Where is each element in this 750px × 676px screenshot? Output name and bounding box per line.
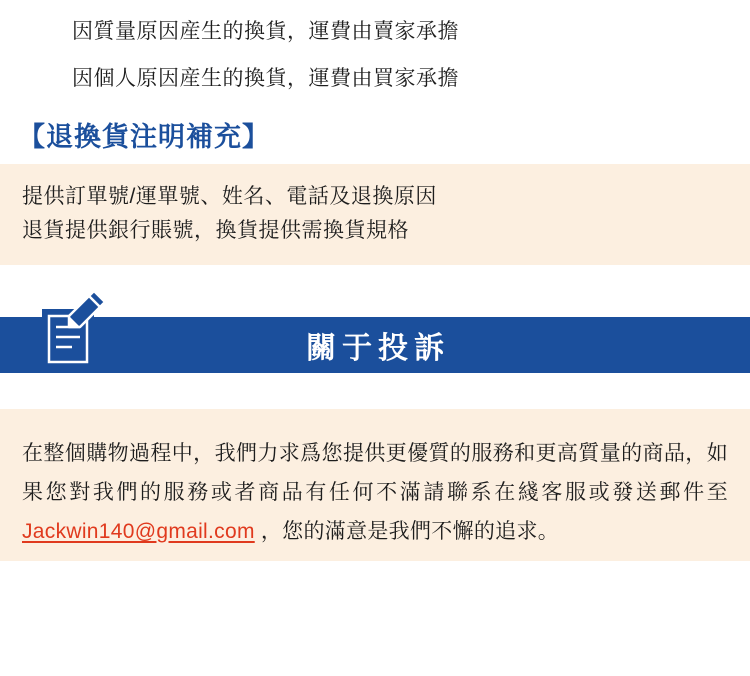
complaint-banner [0, 317, 750, 379]
note-block [0, 164, 750, 265]
policy-line: 因個人原因産生的換貨，運費由買家承擔 [72, 66, 459, 90]
support-email-link[interactable]: Jackwin140@gmail.com [22, 519, 255, 543]
closing-block [0, 409, 750, 561]
closing-text-after-email: ，您的滿意是我們不懈的追求。 [254, 519, 560, 543]
closing-text-before-email: 在整個購物過程中，我們力求爲您提供更優質的服務和更高質量的商品，如果您對我們的服務或者商品有任何不滿請聯系在綫客服或發送郵件至 [22, 442, 728, 505]
note-line: 退貨提供銀行賬號，換貨提供需換貨規格 [22, 218, 409, 242]
pencil-note-icon [38, 289, 114, 373]
banner-title: 關于投訴 [306, 332, 450, 366]
note-section-heading: 【退換貨注明補充】 [18, 122, 270, 153]
closing-text [22, 435, 728, 552]
note-line: 提供訂單號/運單號、姓名、電話及退換原因 [22, 185, 437, 209]
policy-line: 因質量原因産生的換貨，運費由賣家承擔 [72, 20, 459, 43]
return-policy-lines [0, 0, 750, 95]
